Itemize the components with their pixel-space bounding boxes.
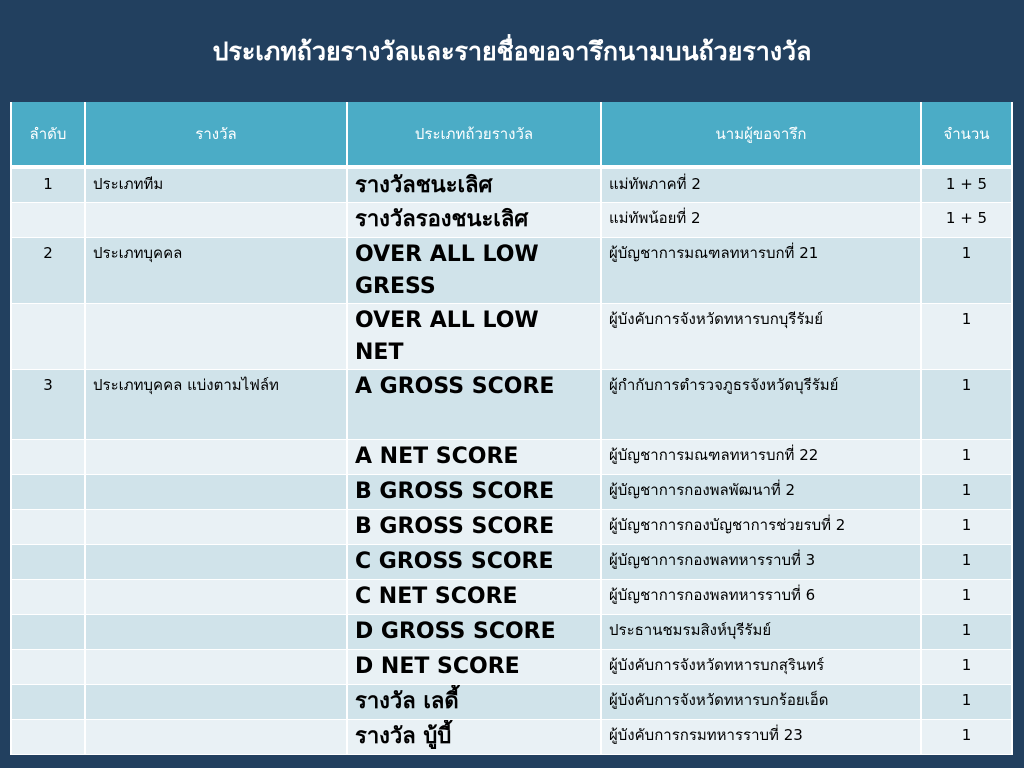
cell-no: [11, 615, 85, 650]
header-row: [11, 102, 1012, 167]
cell-no: [11, 580, 85, 615]
cell-name: แม่ทัพน้อยที่ 2: [601, 203, 921, 238]
column-header-quantity: จำนวน: [921, 102, 1012, 167]
cell-no: 3: [11, 370, 85, 440]
cell-cup-type: A GROSS SCORE: [347, 370, 601, 440]
cell-quantity: 1: [921, 370, 1012, 440]
cell-award: [85, 545, 347, 580]
cell-quantity: 1: [921, 510, 1012, 545]
cell-award: [85, 203, 347, 238]
cell-cup-type: D GROSS SCORE: [347, 615, 601, 650]
cell-no: [11, 650, 85, 685]
cell-quantity: 1: [921, 238, 1012, 304]
cell-name: ผู้กำกับการตำรวจภูธรจังหวัดบุรีรัมย์: [601, 370, 921, 440]
cell-no: [11, 475, 85, 510]
cell-cup-type: รางวัลชนะเลิศ: [347, 167, 601, 203]
table-row: [11, 440, 1012, 475]
table-row: [11, 304, 1012, 370]
table-row: [11, 167, 1012, 203]
table-row: [11, 475, 1012, 510]
cell-award: [85, 580, 347, 615]
cell-name: ผู้บังคับการจังหวัดทหารบกสุรินทร์: [601, 650, 921, 685]
cell-award: [85, 304, 347, 370]
cell-quantity: 1: [921, 650, 1012, 685]
cell-cup-type: OVER ALL LOW GRESS: [347, 238, 601, 304]
cell-no: [11, 545, 85, 580]
cell-name: ผู้บัญชาการมณฑลทหารบกที่ 21: [601, 238, 921, 304]
table-body: [11, 167, 1012, 755]
cell-cup-type: รางวัล บู้บี้: [347, 720, 601, 755]
cell-award: [85, 440, 347, 475]
table-row: [11, 510, 1012, 545]
cell-quantity: 1: [921, 545, 1012, 580]
cell-name: ผู้บังคับการจังหวัดทหารบกร้อยเอ็ด: [601, 685, 921, 720]
column-header-cup-type: ประเภทถ้วยรางวัล: [347, 102, 601, 167]
table-row: [11, 685, 1012, 720]
table-row: [11, 203, 1012, 238]
column-header-name: นามผู้ขอจารึก: [601, 102, 921, 167]
cell-no: [11, 203, 85, 238]
cell-no: [11, 440, 85, 475]
table-row: [11, 580, 1012, 615]
cell-award: ประเภททีม: [85, 167, 347, 203]
cell-cup-type: C GROSS SCORE: [347, 545, 601, 580]
cell-cup-type: OVER ALL LOW NET: [347, 304, 601, 370]
cell-quantity: 1: [921, 475, 1012, 510]
cell-cup-type: รางวัลรองชนะเลิศ: [347, 203, 601, 238]
cell-name: ผู้บังคับการกรมทหารราบที่ 23: [601, 720, 921, 755]
cell-quantity: 1: [921, 720, 1012, 755]
cell-no: [11, 304, 85, 370]
cell-quantity: 1: [921, 615, 1012, 650]
cell-award: [85, 475, 347, 510]
cell-name: ประธานชมรมสิงห์บุรีรัมย์: [601, 615, 921, 650]
cell-name: แม่ทัพภาคที่ 2: [601, 167, 921, 203]
cell-no: [11, 685, 85, 720]
cell-quantity: 1 + 5: [921, 203, 1012, 238]
cell-cup-type: B GROSS SCORE: [347, 475, 601, 510]
cell-quantity: 1: [921, 580, 1012, 615]
table-row: [11, 650, 1012, 685]
table-row: [11, 545, 1012, 580]
cell-name: ผู้บัญชาการกองพลทหารราบที่ 6: [601, 580, 921, 615]
cell-no: [11, 720, 85, 755]
cell-award: [85, 650, 347, 685]
cell-quantity: 1: [921, 440, 1012, 475]
cell-no: 1: [11, 167, 85, 203]
cell-quantity: 1: [921, 304, 1012, 370]
column-header-no: ลำดับ: [11, 102, 85, 167]
table-row: [11, 370, 1012, 440]
cell-cup-type: รางวัล เลดี้: [347, 685, 601, 720]
table-row: [11, 615, 1012, 650]
cell-award: [85, 685, 347, 720]
cell-name: ผู้บังคับการจังหวัดทหารบกบุรีรัมย์: [601, 304, 921, 370]
table-row: [11, 720, 1012, 755]
cell-award: ประเภทบุคคล: [85, 238, 347, 304]
cell-award: ประเภทบุคคล แบ่งตามไฟล์ท: [85, 370, 347, 440]
cell-quantity: 1 + 5: [921, 167, 1012, 203]
cell-cup-type: C NET SCORE: [347, 580, 601, 615]
cell-name: ผู้บัญชาการกองพลทหารราบที่ 3: [601, 545, 921, 580]
cell-name: ผู้บัญชาการกองพลพัฒนาที่ 2: [601, 475, 921, 510]
cell-cup-type: D NET SCORE: [347, 650, 601, 685]
cell-award: [85, 510, 347, 545]
cell-award: [85, 720, 347, 755]
awards-table: [10, 102, 1013, 755]
cell-name: ผู้บัญชาการมณฑลทหารบกที่ 22: [601, 440, 921, 475]
cell-award: [85, 615, 347, 650]
cell-cup-type: A NET SCORE: [347, 440, 601, 475]
cell-cup-type: B GROSS SCORE: [347, 510, 601, 545]
cell-quantity: 1: [921, 685, 1012, 720]
column-header-award: รางวัล: [85, 102, 347, 167]
cell-no: 2: [11, 238, 85, 304]
cell-name: ผู้บัญชาการกองบัญชาการช่วยรบที่ 2: [601, 510, 921, 545]
cell-no: [11, 510, 85, 545]
slide-title: ประเภทถ้วยรางวัลและรายชื่อขอจารึกนามบนถ้วยรางวัล: [212, 37, 812, 66]
table-row: [11, 238, 1012, 304]
